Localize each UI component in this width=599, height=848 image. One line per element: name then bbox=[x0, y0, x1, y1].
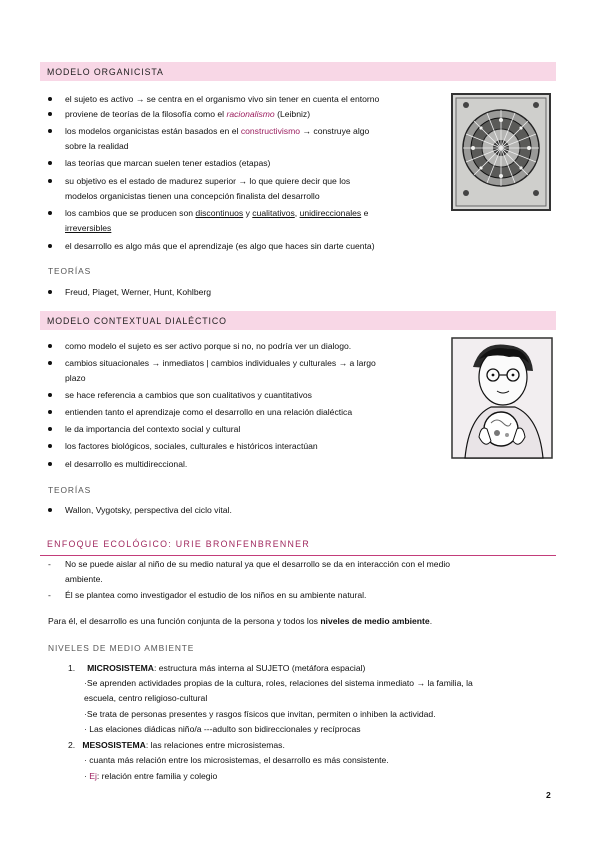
list-item: - No se puede aislar al niño de su medio natural ya que el desarrollo se da en interacción con el medio ambiente. bbox=[48, 559, 451, 584]
subheading-teorias: TEORÍAS bbox=[48, 485, 92, 495]
sub-line: escuela, centro religioso-cultural bbox=[84, 693, 208, 703]
list-item: cambios situacionales → inmediatos | cambios individuales y culturales → a largo plazo bbox=[48, 356, 443, 385]
list-item: le da importancia del contexto social y cultural bbox=[48, 422, 443, 437]
list-item: proviene de teorías de la filosofía como el racionalismo (Leibniz) bbox=[48, 107, 443, 122]
subheading-niveles: NIVELES DE MEDIO AMBIENTE bbox=[48, 643, 195, 653]
sub-line: · Las elaciones diádicas niño/a ---adulto son bidireccionales y recíprocas bbox=[84, 724, 361, 734]
paragraph: Para él, el desarrollo es una función conjunta de la persona y todos los niveles de medio ambiente. bbox=[48, 616, 433, 626]
list-item: Wallon, Vygotsky, perspectiva del ciclo vital. bbox=[48, 503, 443, 518]
section-title: MODELO ORGANICISTA bbox=[47, 67, 164, 77]
list-item: las teorías que marcan suelen tener estadios (etapas) bbox=[48, 156, 443, 171]
list-item-microsistema: 1. MICROSISTEMA: estructura más interna al SUJETO (metáfora espacial) bbox=[68, 663, 366, 673]
man-with-crystal-ball-image bbox=[451, 337, 553, 459]
list-item: los cambios que se producen son discontinuos y cualitativos, unidireccionales e irreversibles bbox=[48, 206, 443, 235]
list-item: el sujeto es activo → se centra en el organismo vivo sin tener en cuenta el entorno bbox=[48, 92, 443, 107]
list-item: su objetivo es el estado de madurez superior → lo que quiere decir que los modelos organicistas tienen una concepción finalista del desarrollo bbox=[48, 174, 443, 203]
list-item: el desarrollo es multidireccional. bbox=[48, 457, 443, 472]
list-item: los modelos organicistas están basados en el constructivismo → construye algo sobre la realidad bbox=[48, 124, 443, 153]
sub-line: · Ej: relación entre familia y colegio bbox=[84, 771, 218, 781]
list-item: como modelo el sujeto es ser activo porque si no, no podría ver un dialogo. bbox=[48, 339, 443, 354]
section-title: ENFOQUE ECOLÓGICO: URIE BRONFENBRENNER bbox=[47, 539, 310, 549]
list-item: entienden tanto el aprendizaje como el desarrollo en una relación dialéctica bbox=[48, 405, 443, 420]
sub-line: ·Se aprenden actividades propias de la cultura, roles, relaciones del sistema inmediato → la familia, la bbox=[84, 678, 473, 688]
section-title: MODELO CONTEXTUAL DIALÉCTICO bbox=[47, 316, 227, 326]
section-heading-contextual bbox=[40, 311, 556, 330]
sub-line: ·Se trata de personas presentes y rasgos físicos que invitan, permiten o inhiben la actividad. bbox=[84, 709, 436, 719]
mandala-image bbox=[451, 93, 551, 211]
list-item: Freud, Piaget, Werner, Hunt, Kohlberg bbox=[48, 285, 443, 300]
section-heading-organicista bbox=[40, 62, 556, 81]
subheading-teorias: TEORÍAS bbox=[48, 266, 92, 276]
sub-line: · cuanta más relación entre los microsistemas, el desarrollo es más consistente. bbox=[84, 755, 389, 765]
list-item-mesosistema: 2. MESOSISTEMA: las relaciones entre microsistemas. bbox=[68, 740, 285, 750]
list-item: el desarrollo es algo más que el aprendizaje (es algo que haces sin darte cuenta) bbox=[48, 239, 443, 254]
list-item: se hace referencia a cambios que son cualitativos y cuantitativos bbox=[48, 388, 443, 403]
list-item: los factores biológicos, sociales, culturales e históricos interactúan bbox=[48, 439, 443, 454]
section-heading-ecologico bbox=[40, 536, 556, 556]
list-item: - Él se plantea como investigador el estudio de los niños en su ambiente natural. bbox=[48, 590, 367, 600]
page-number: 2 bbox=[546, 790, 551, 800]
